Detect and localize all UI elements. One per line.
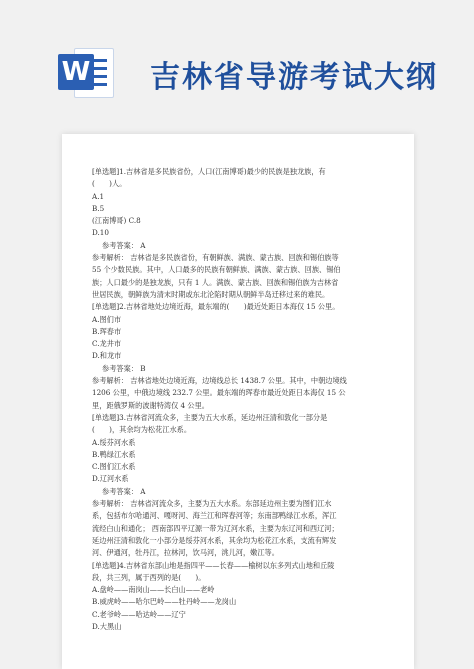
document-line: C.老爷岭——哈达岭——辽宁	[92, 609, 186, 619]
document-line: [单选题]2.吉林省地处边境近海，最东端的( )最近处距日本海仅 15 公里。	[92, 302, 340, 312]
document-line: D.10	[92, 228, 109, 238]
document-line: 参考解析： 吉林省河流众多，主要为五大水系。东部延边州主要为图们江水	[92, 499, 332, 509]
document-line: 河、伊通河，牡丹江，拉林河，饮马河，洮儿河，嫩江等。	[92, 548, 279, 558]
document-line: 族；人口最少的是独龙族，只有 1 人。满族、蒙古族、回族和锡伯族为吉林省	[92, 277, 339, 287]
document-line: B.5	[92, 203, 105, 213]
document-line: A.图们市	[92, 314, 122, 324]
document-line: B.鸭绿江水系	[92, 449, 136, 459]
document-line: [单选题]1.吉林省是多民族省份，人口(江南博哥)最少的民族是独龙族，有	[92, 167, 326, 176]
document-line: 参考解析： 吉林省是多民族省份，有朝鲜族、满族、蒙古族、回族和锡伯族等	[92, 253, 339, 263]
page-title: 吉林省导游考试大纲	[150, 60, 438, 95]
document-line: D.大黑山	[92, 621, 122, 631]
document-line: B.威虎岭——哈尔巴岭——牡丹岭——龙岗山	[92, 597, 237, 607]
document-line: 参考答案： A	[102, 486, 146, 496]
header	[0, 0, 474, 120]
document-line: 1206 公里，中俄边境线 232.7 公里。最东端的珲春市最近处距日本海仅 15 公	[92, 388, 346, 398]
document-line: [单选题]4.吉林省东部山地是指四平——长春——榆树以东多列式山地和丘陵	[92, 560, 335, 570]
document-line: B.珲春市	[92, 326, 122, 336]
document-line: 参考答案： A	[102, 240, 146, 250]
document-line: A.绥芬河水系	[92, 437, 136, 447]
document-line: D.和龙市	[92, 351, 122, 361]
document-line: 55 个少数民族。其中，人口最多的民族有朝鲜族、满族、蒙古族、回族、锡伯	[92, 265, 341, 275]
document-line: 段，共三列，属于西列的是( )。	[92, 572, 206, 582]
document-line: 系，包括布尔哈通河、嘎呀河、海兰江和珲春河等；东南部鸭绿江水系，浑江	[92, 511, 337, 521]
document-line: 里，距俄罗斯的波谢特湾仅 4 公里。	[92, 400, 209, 410]
document-line: C.龙井市	[92, 339, 122, 349]
document-line: 流经白山和通化； 西南部四平辽源一带为辽河水系，主要为东辽河和西辽河；	[92, 523, 339, 533]
word-icon-letter: W	[58, 54, 94, 90]
word-document-icon	[58, 44, 114, 100]
document-line: 延边州汪清和敦化一小部分是绥芬河水系，其余均为松花江水系，支流有辉发	[92, 535, 337, 545]
document-line: 参考答案： B	[102, 363, 146, 373]
document-line: C.图们江水系	[92, 462, 136, 472]
document-line: 世居民族，朝鲜族为清末时期或东北沦陷时期从朝鲜半岛迁移过来的难民。	[92, 289, 330, 299]
document-content	[92, 166, 392, 633]
document-line: ( )人。	[92, 179, 127, 189]
document-line: [单选题]3.吉林省河流众多，主要为五大水系，延边州汪清和敦化一部分是	[92, 412, 328, 422]
document-line: A.盘岭——南岗山——长白山——老岭	[92, 585, 215, 595]
document-line: (江南博哥) C.8	[92, 216, 141, 226]
document-line: 参考解析： 吉林省地处边境近海，边境线总长 1438.7 公里。其中，中朝边境线	[92, 376, 347, 386]
document-line: ( )，其余均为松花江水系。	[92, 425, 192, 435]
document-line: A.1	[92, 191, 105, 201]
document-line: D.辽河水系	[92, 474, 129, 484]
